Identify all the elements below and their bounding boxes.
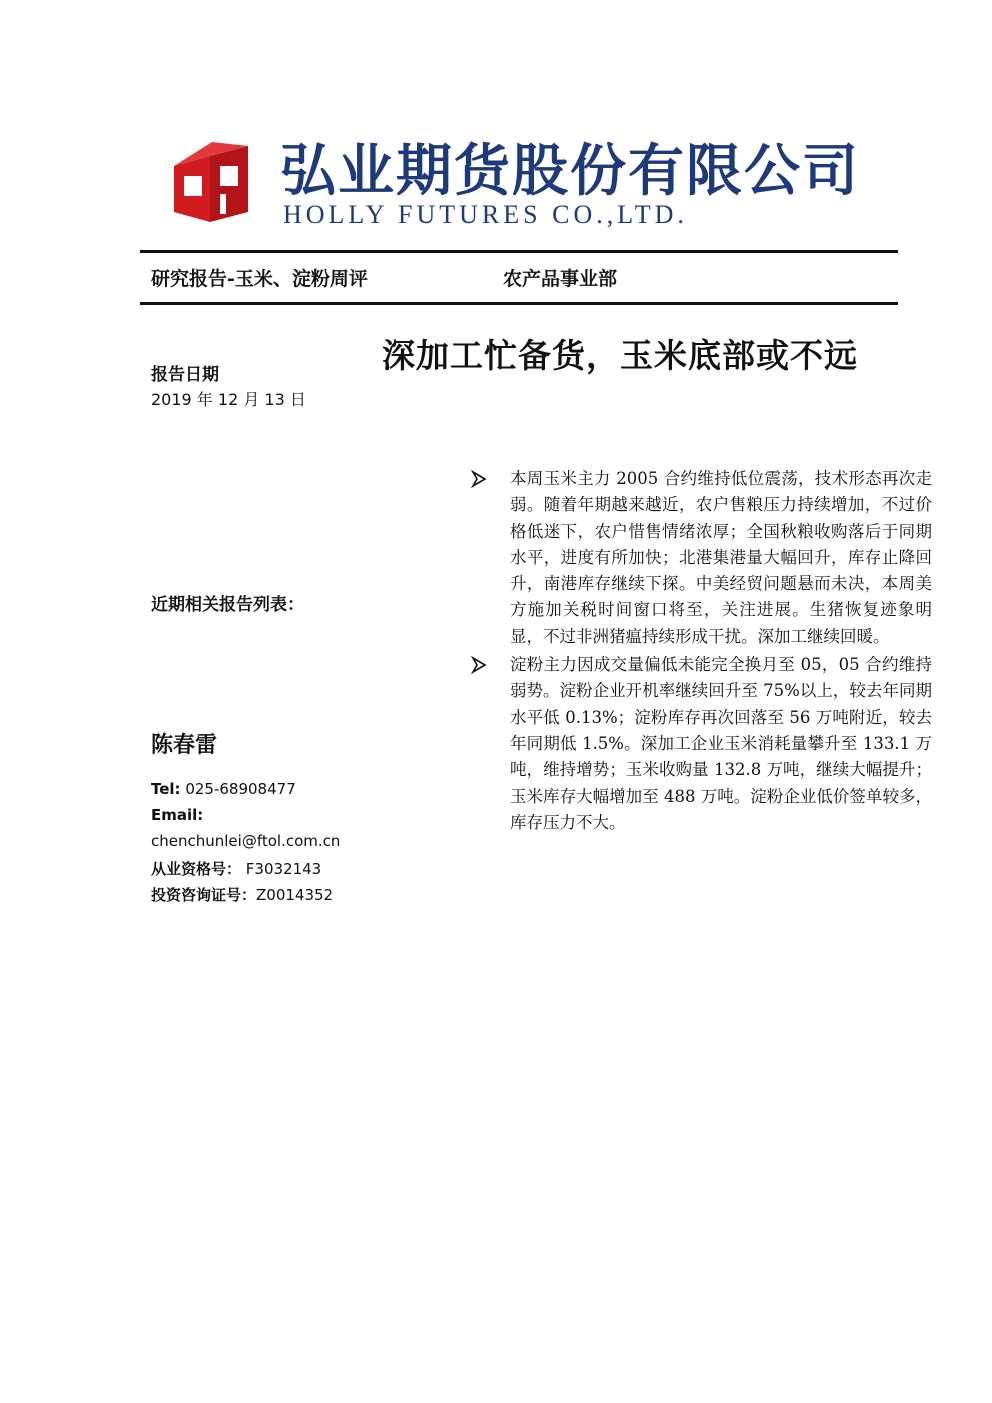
analyst-tel (151, 780, 296, 798)
qualification-value: F3032143 (245, 860, 322, 878)
company-name-cn: 弘业期货股份有限公司 (280, 138, 860, 204)
bullet-text: 本周玉米主力 2005 合约维持低位震荡，技术形态再次走弱。随着年期越来越近，农户售粮压力持续增加，不过价格低迷下，农户惜售情绪浓厚；全国秋粮收购落后于同期水平，进度有所加快；北港集港量大幅回升，库存止降回升，南港库存继续下探。中美经贸问题悬而未决，本周美方施加关税时间窗口将至，关注进展。生猪恢复迹象明显，不过非洲猪瘟持续形成干扰。深加工继续回暖。 (510, 469, 932, 646)
consulting-value: Z0014352 (256, 886, 334, 904)
report-title: 深加工忙备货，玉米底部或不远 (382, 336, 858, 375)
list-item (470, 652, 932, 836)
tel-label: Tel: (151, 780, 181, 798)
arrow-bullet-icon (470, 656, 488, 674)
analyst-qualification (151, 858, 321, 879)
list-item (470, 466, 932, 650)
report-type: 研究报告-玉米、淀粉周评 (151, 268, 368, 290)
analyst-email[interactable]: chenchunlei@ftol.com.cn (151, 832, 341, 850)
report-date-value: 2019 年 12 月 13 日 (151, 390, 306, 409)
analyst-consulting (151, 884, 333, 905)
company-name-en: HOLLY FUTURES CO.,LTD. (283, 200, 688, 229)
company-logo-mark (170, 142, 252, 224)
department: 农产品事业部 (503, 268, 618, 290)
summary-bullets (470, 466, 932, 838)
report-date-label: 报告日期 (151, 365, 219, 385)
related-reports-label: 近期相关报告列表： (151, 595, 304, 615)
analyst-name: 陈春雷 (151, 732, 218, 758)
tel-value: 025-68908477 (185, 780, 296, 798)
arrow-bullet-icon (470, 470, 488, 488)
header-rule-bottom (140, 302, 898, 305)
email-label: Email: (151, 806, 204, 824)
qualification-label: 从业资格号： (151, 860, 242, 878)
analyst-email-label-row (151, 806, 203, 824)
header-rule-top (140, 250, 898, 253)
consulting-label: 投资咨询证号： (151, 886, 257, 904)
bullet-text: 淀粉主力因成交量偏低未能完全换月至 05，05 合约维持弱势。淀粉企业开机率继续回升至 75%以上，较去年同期水平低 0.13%；淀粉库存再次回落至 56 万吨附近，较去年同期低 1.5%。深加工企业玉米消耗量攀升至 133.1 万吨，维持增势；玉米收购量 132.8 万吨，继续大幅提升；玉米库存大幅增加至 488 万吨。淀粉企业低价签单较多，库存压力不大。 (510, 655, 932, 832)
